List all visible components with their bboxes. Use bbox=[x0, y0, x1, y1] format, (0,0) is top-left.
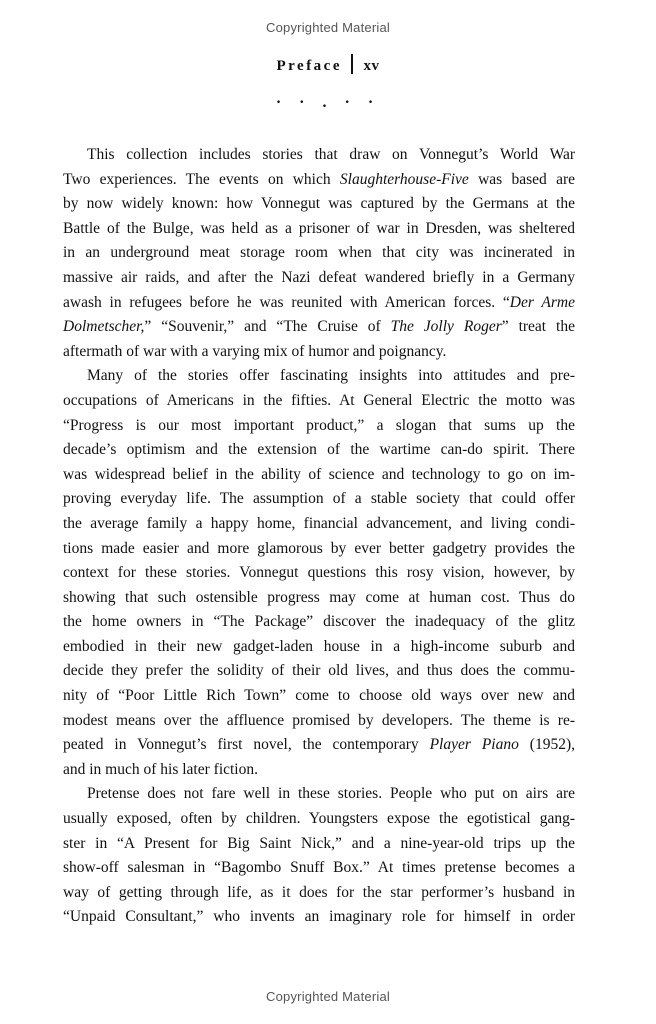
text-line: ster in “A Present for Big Saint Nick,” and a nine-year-old trips up the bbox=[63, 834, 575, 852]
text-span: peated in Vonnegut’s first novel, the contemporary bbox=[63, 736, 430, 754]
text-line: “Progress is our most important product,” a slogan that sums up the bbox=[63, 416, 575, 434]
text-line: aftermath of war with a varying mix of humor and poignancy. bbox=[63, 342, 447, 360]
body-text bbox=[63, 143, 575, 930]
paragraph bbox=[63, 143, 575, 364]
running-head-title: Preface bbox=[276, 58, 343, 74]
running-head bbox=[0, 54, 656, 75]
text-line: way of getting through life, as it does for the star performer’s husband in bbox=[63, 883, 575, 901]
text-line: occupations of Americans in the fifties. At General Electric the motto was bbox=[63, 391, 575, 409]
section-ornament: · · . · · bbox=[275, 94, 381, 111]
text-line: the home owners in “The Package” discover the inadequacy of the glitz bbox=[63, 613, 575, 631]
copyright-watermark-bottom: Copyrighted Material bbox=[266, 989, 390, 1004]
text-line: decade’s optimism and the extension of the wartime can-do spirit. There bbox=[63, 441, 575, 459]
text-line: Many of the stories offer fascinating insights into attitudes and pre- bbox=[87, 367, 575, 385]
text-line: by now widely known: how Vonnegut was captured by the Germans at the bbox=[63, 195, 575, 213]
text-line: nity of “Poor Little Rich Town” come to choose old ways over new and bbox=[63, 687, 575, 705]
text-span: ” “Souvenir,” and “The Cruise of bbox=[144, 318, 391, 336]
story-title-dolmetscher: Dolmetscher, bbox=[63, 318, 145, 336]
text-line: show-off salesman in “Bagombo Snuff Box.” At times pretense becomes a bbox=[63, 859, 575, 877]
text-line bbox=[63, 168, 575, 193]
text-line: in an underground meat storage room when that city was incinerated in bbox=[63, 244, 575, 262]
text-span: was based are bbox=[468, 170, 575, 188]
book-title-player-piano: Player Piano bbox=[429, 736, 519, 754]
text-line bbox=[63, 291, 575, 316]
text-line: was widespread belief in the ability of science and technology to go on im- bbox=[63, 465, 575, 483]
text-line: modest means over the affluence promised by developers. The theme is re- bbox=[63, 711, 575, 729]
text-line bbox=[63, 315, 575, 340]
text-line: embodied in their new gadget-laden house in a high-income suburb and bbox=[63, 637, 575, 655]
text-line: Battle of the Bulge, was held as a prisoner of war in Dresden, was sheltered bbox=[63, 219, 575, 237]
page-number: xv bbox=[363, 58, 380, 74]
text-span: ” treat the bbox=[501, 318, 575, 336]
text-line: This collection includes stories that draw on Vonnegut’s World War bbox=[87, 146, 575, 163]
text-span: Two experiences. The events on which bbox=[63, 170, 340, 188]
copyright-watermark-top: Copyrighted Material bbox=[266, 20, 390, 35]
text-line: “Unpaid Consultant,” who invents an imaginary role for himself in order bbox=[63, 908, 575, 926]
paragraph bbox=[63, 364, 575, 782]
text-span: awash in refugees before he was reunited with American forces. “ bbox=[63, 293, 510, 311]
book-title-slaughterhouse-five: Slaughterhouse-Five bbox=[339, 170, 469, 188]
text-line: usually exposed, often by children. Youngsters expose the egotistical gang- bbox=[63, 810, 575, 828]
story-title-der-arme: Der Arme bbox=[509, 293, 575, 311]
text-line: tions made easier and more glamorous by ever better gadgetry provides the bbox=[63, 539, 575, 557]
paragraph bbox=[63, 782, 575, 930]
text-line: and in much of his later fiction. bbox=[63, 760, 258, 778]
text-span: (1952), bbox=[518, 736, 575, 754]
running-head-divider bbox=[351, 54, 353, 74]
text-line: decide they prefer the solidity of their old lives, and thus does the commu- bbox=[63, 662, 575, 680]
text-line: the average family a happy home, financial advancement, and living condi- bbox=[63, 514, 575, 532]
text-line: context for these stories. Vonnegut questions this rosy vision, however, by bbox=[63, 564, 575, 582]
text-line bbox=[63, 733, 575, 758]
text-line: proving everyday life. The assumption of a stable society that could offer bbox=[63, 490, 575, 508]
story-title-jolly-roger: The Jolly Roger bbox=[390, 318, 502, 336]
text-line: showing that such ostensible progress may come at human cost. Thus do bbox=[63, 588, 575, 606]
text-line: Pretense does not fare well in these stories. People who put on airs are bbox=[87, 785, 575, 803]
text-line: massive air raids, and after the Nazi defeat wandered briefly in a Germany bbox=[63, 268, 575, 286]
